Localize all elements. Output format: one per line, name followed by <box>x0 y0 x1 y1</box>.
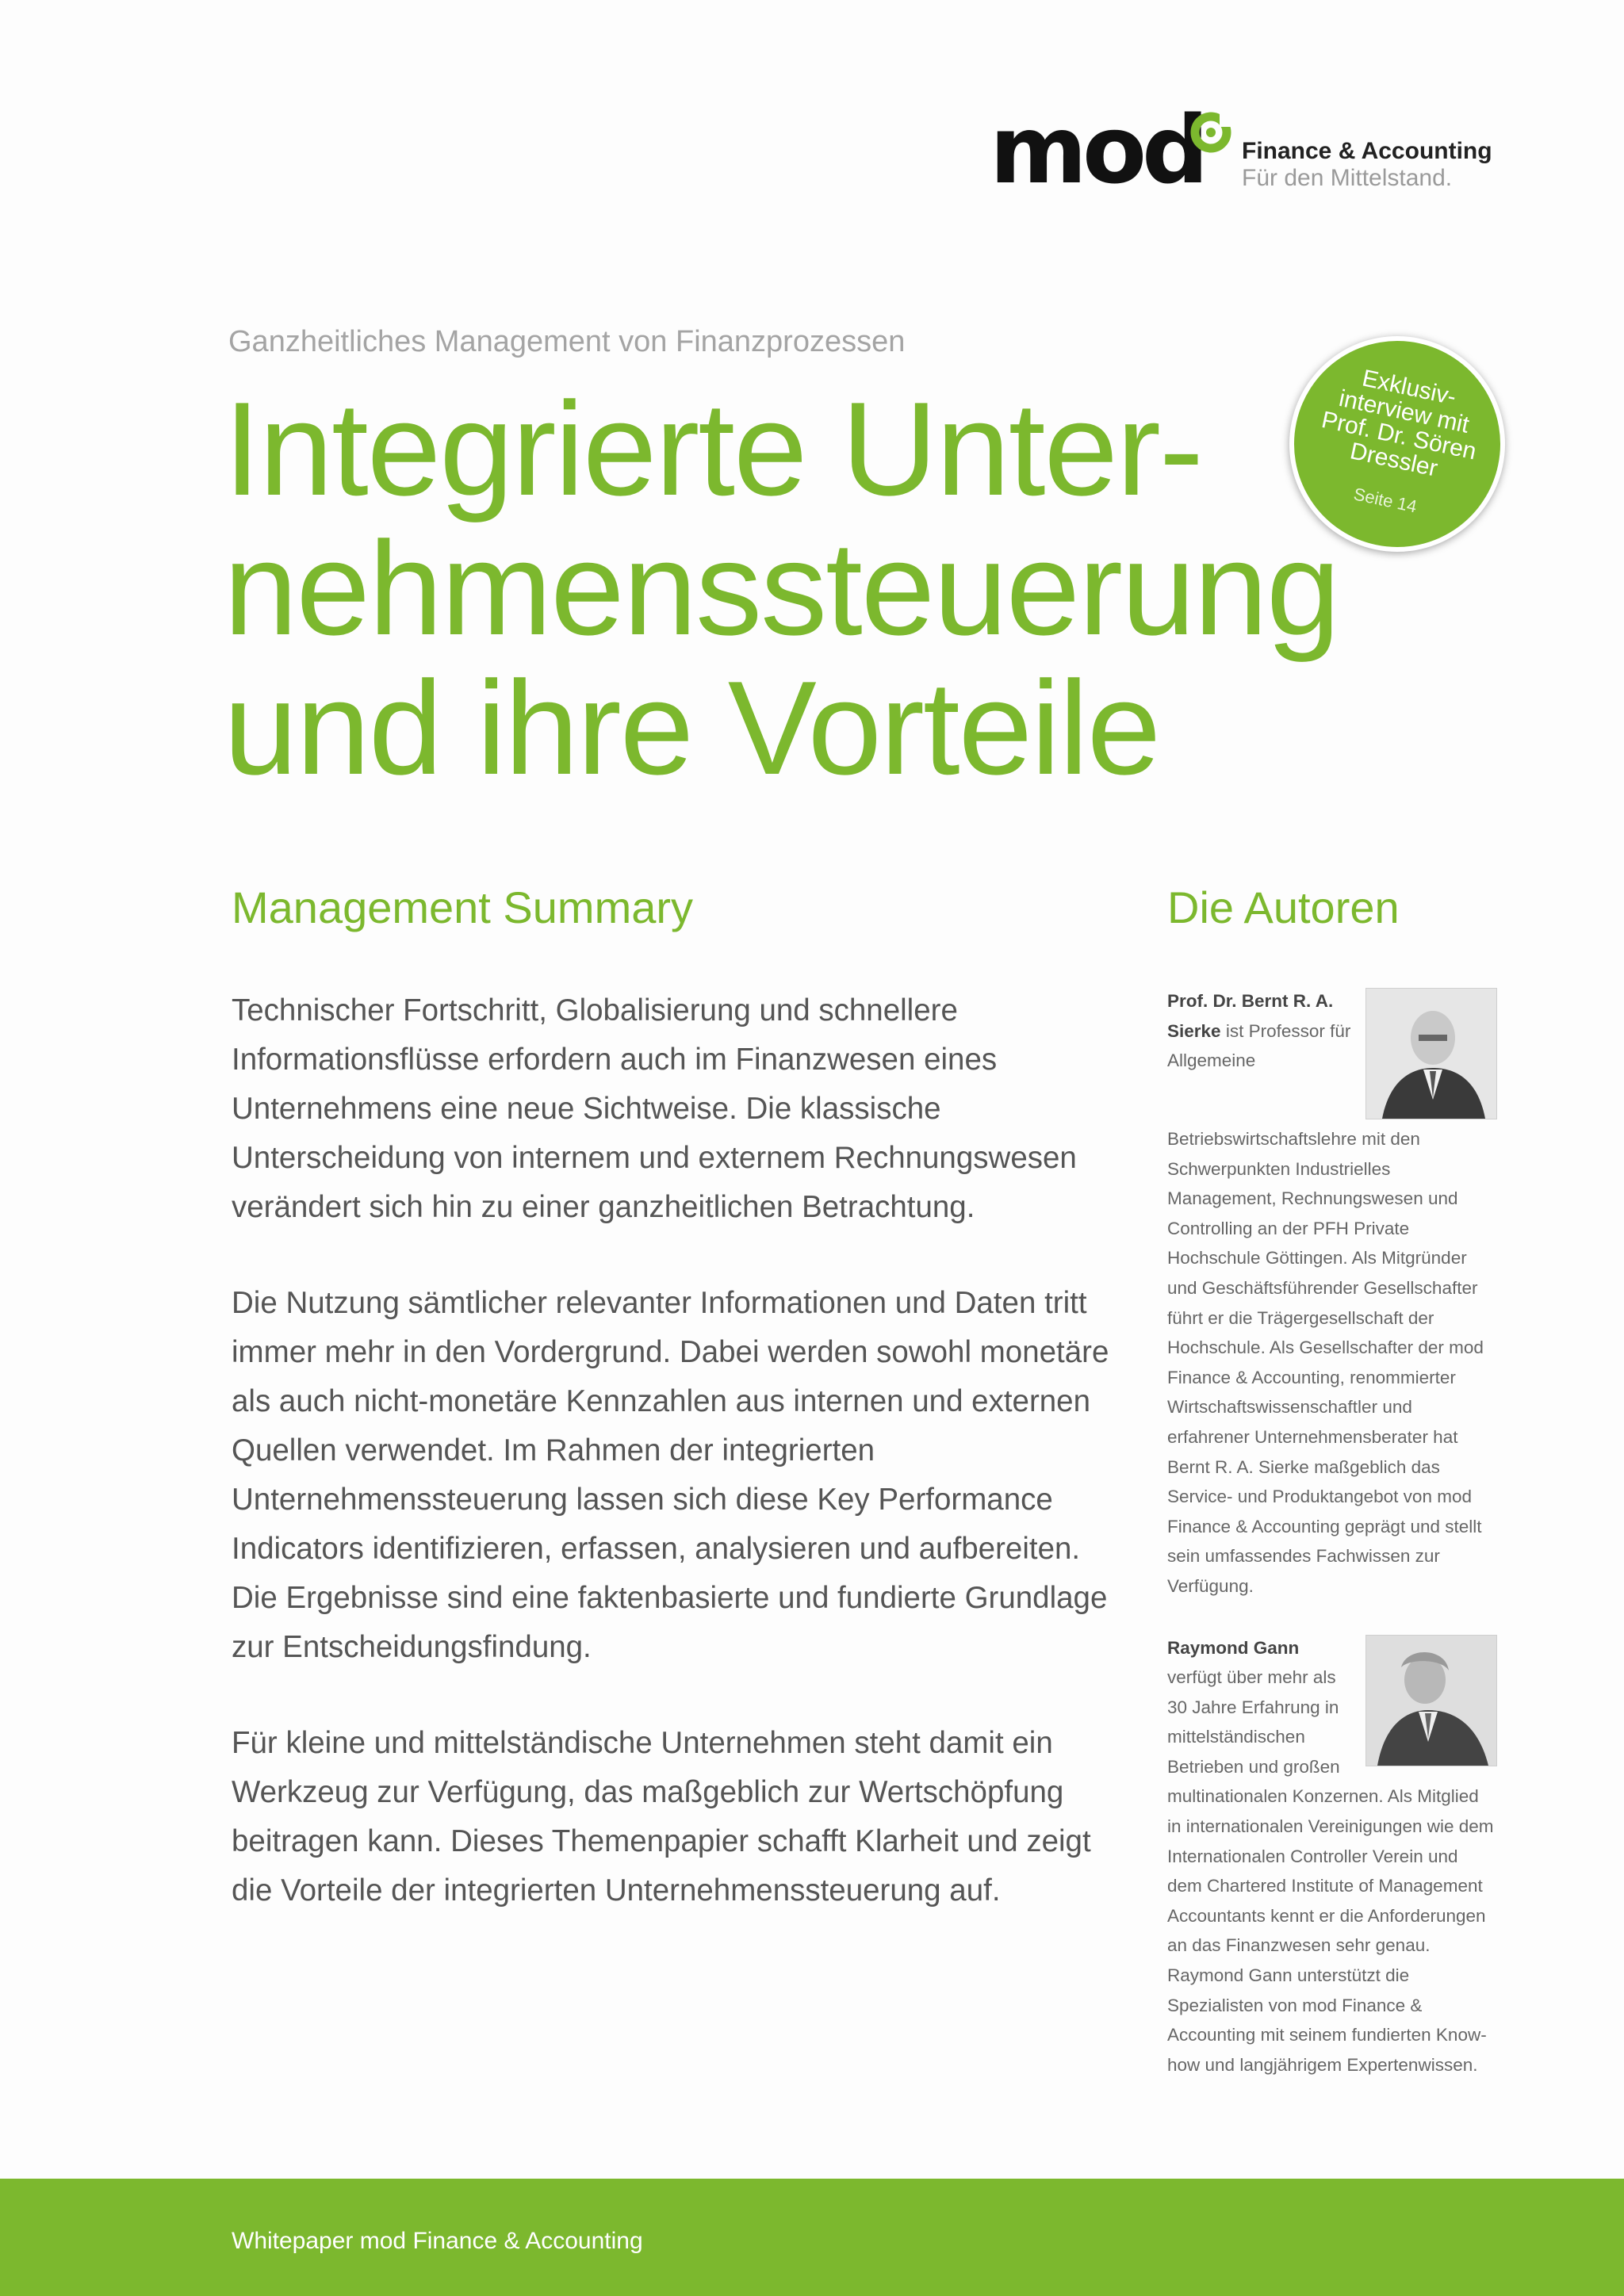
footer-bar <box>0 2179 1624 2296</box>
logo-tagline-secondary: Für den Mittelstand. <box>1242 165 1453 191</box>
author-name: Raymond Gann <box>1167 1637 1300 1658</box>
person-portrait-icon <box>1366 989 1496 1119</box>
interview-badge-text: Exklusiv-interview mit Prof. Dr. Sören Dressler <box>1319 365 1479 482</box>
summary-paragraph: Für kleine und mittelständische Unternehmen steht damit ein Werkzeug zur Verfügung, das maßgeblich zur Wertschöpfung beitragen kann. Dieses Themenpapier schafft Klarheit und zeigt die Vorteile der integrierten Unternehmenssteuerung auf. <box>232 1726 1091 1908</box>
logo-tagline-primary: Finance & Accounting <box>1242 138 1492 164</box>
author-entry <box>1167 986 1497 1601</box>
authors-heading: Die Autoren <box>1167 882 1400 932</box>
summary-body <box>232 986 1112 1962</box>
author-bio: verfügt über mehr als 30 Jahre Erfahrung in mittelständischen Betrieben und großen multinationalen Konzernen. Als Mitglied in internationalen Vereinigungen wie dem Internationalen Controller Verein und dem Chartered Institute of Management Accountants kennt er die Anforderungen an das Finanzwesen sehr genau. Raymond Gann unterstützt die Spezialisten von mod Finance & Accounting mit seinem fundierten Know-how und langjährigem Expertenwissen. <box>1167 1667 1494 2075</box>
author-bio: ist Professor für Allgemeine Betriebswirtschaftslehre mit den Schwerpunkten Industrielles Management, Rechnungswesen und Controlling an der PFH Private Hochschule Göttingen. Als Mitgründer und Geschäftsführender Gesellschafter führt er die Trägergesellschaft der Hochschule. Als Gesellschafter der mod Finance & Accounting, renommierter Wirtschaftswissenschaftler und erfahrener Unternehmensberater hat Bernt R. A. Sierke maßgeblich das Service- und Produktangebot von mod Finance & Accounting geprägt und stellt sein umfassendes Fachwissen zur Verfügung. <box>1167 1020 1484 1596</box>
author-photo <box>1365 1635 1497 1766</box>
person-portrait-icon <box>1366 1636 1496 1766</box>
page-title <box>224 374 1339 802</box>
footer-text: Whitepaper mod Finance & Accounting <box>232 2228 643 2254</box>
page-title-line: Integrierte Unter- <box>224 374 1202 523</box>
interview-badge-page: Seite 14 <box>1351 484 1419 517</box>
author-entry <box>1167 1633 1497 2080</box>
authors-section <box>1167 986 1497 2080</box>
author-name: Prof. Dr. Bernt R. A. Sierke <box>1167 991 1334 1041</box>
summary-heading: Management Summary <box>232 882 694 932</box>
page-kicker: Ganzheitliches Management von Finanzprozessen <box>228 325 906 358</box>
logo-wordmark: mod <box>990 95 1205 205</box>
summary-paragraph: Technischer Fortschritt, Globalisierung und schnellere Informationsflüsse erfordern auch im Finanzwesen eines Unternehmens eine neue Sichtweise. Die klassische Unterscheidung von internem und externem Rechnungswesen verändert sich hin zu einer ganzheitlichen Betrachtung. <box>232 993 1077 1224</box>
page-title-line: nehmenssteuerung <box>224 514 1339 663</box>
page-title-line: und ihre Vorteile <box>224 653 1160 802</box>
logo-ring-icon <box>1188 109 1234 155</box>
company-logo <box>990 95 1497 205</box>
summary-paragraph: Die Nutzung sämtlicher relevanter Informationen und Daten tritt immer mehr in den Vordergrund. Dabei werden sowohl monetäre als auch nicht-monetäre Kennzahlen aus internen und externen Quellen verwendet. Im Rahmen der integrierten Unternehmenssteuerung lassen sich diese Key Performance Indicators identifizieren, erfassen, analysieren und aufbereiten. Die Ergebnisse sind eine faktenbasierte und fundierte Grundlage zur Entscheidungsfindung. <box>232 1286 1109 1664</box>
author-photo <box>1365 988 1497 1119</box>
